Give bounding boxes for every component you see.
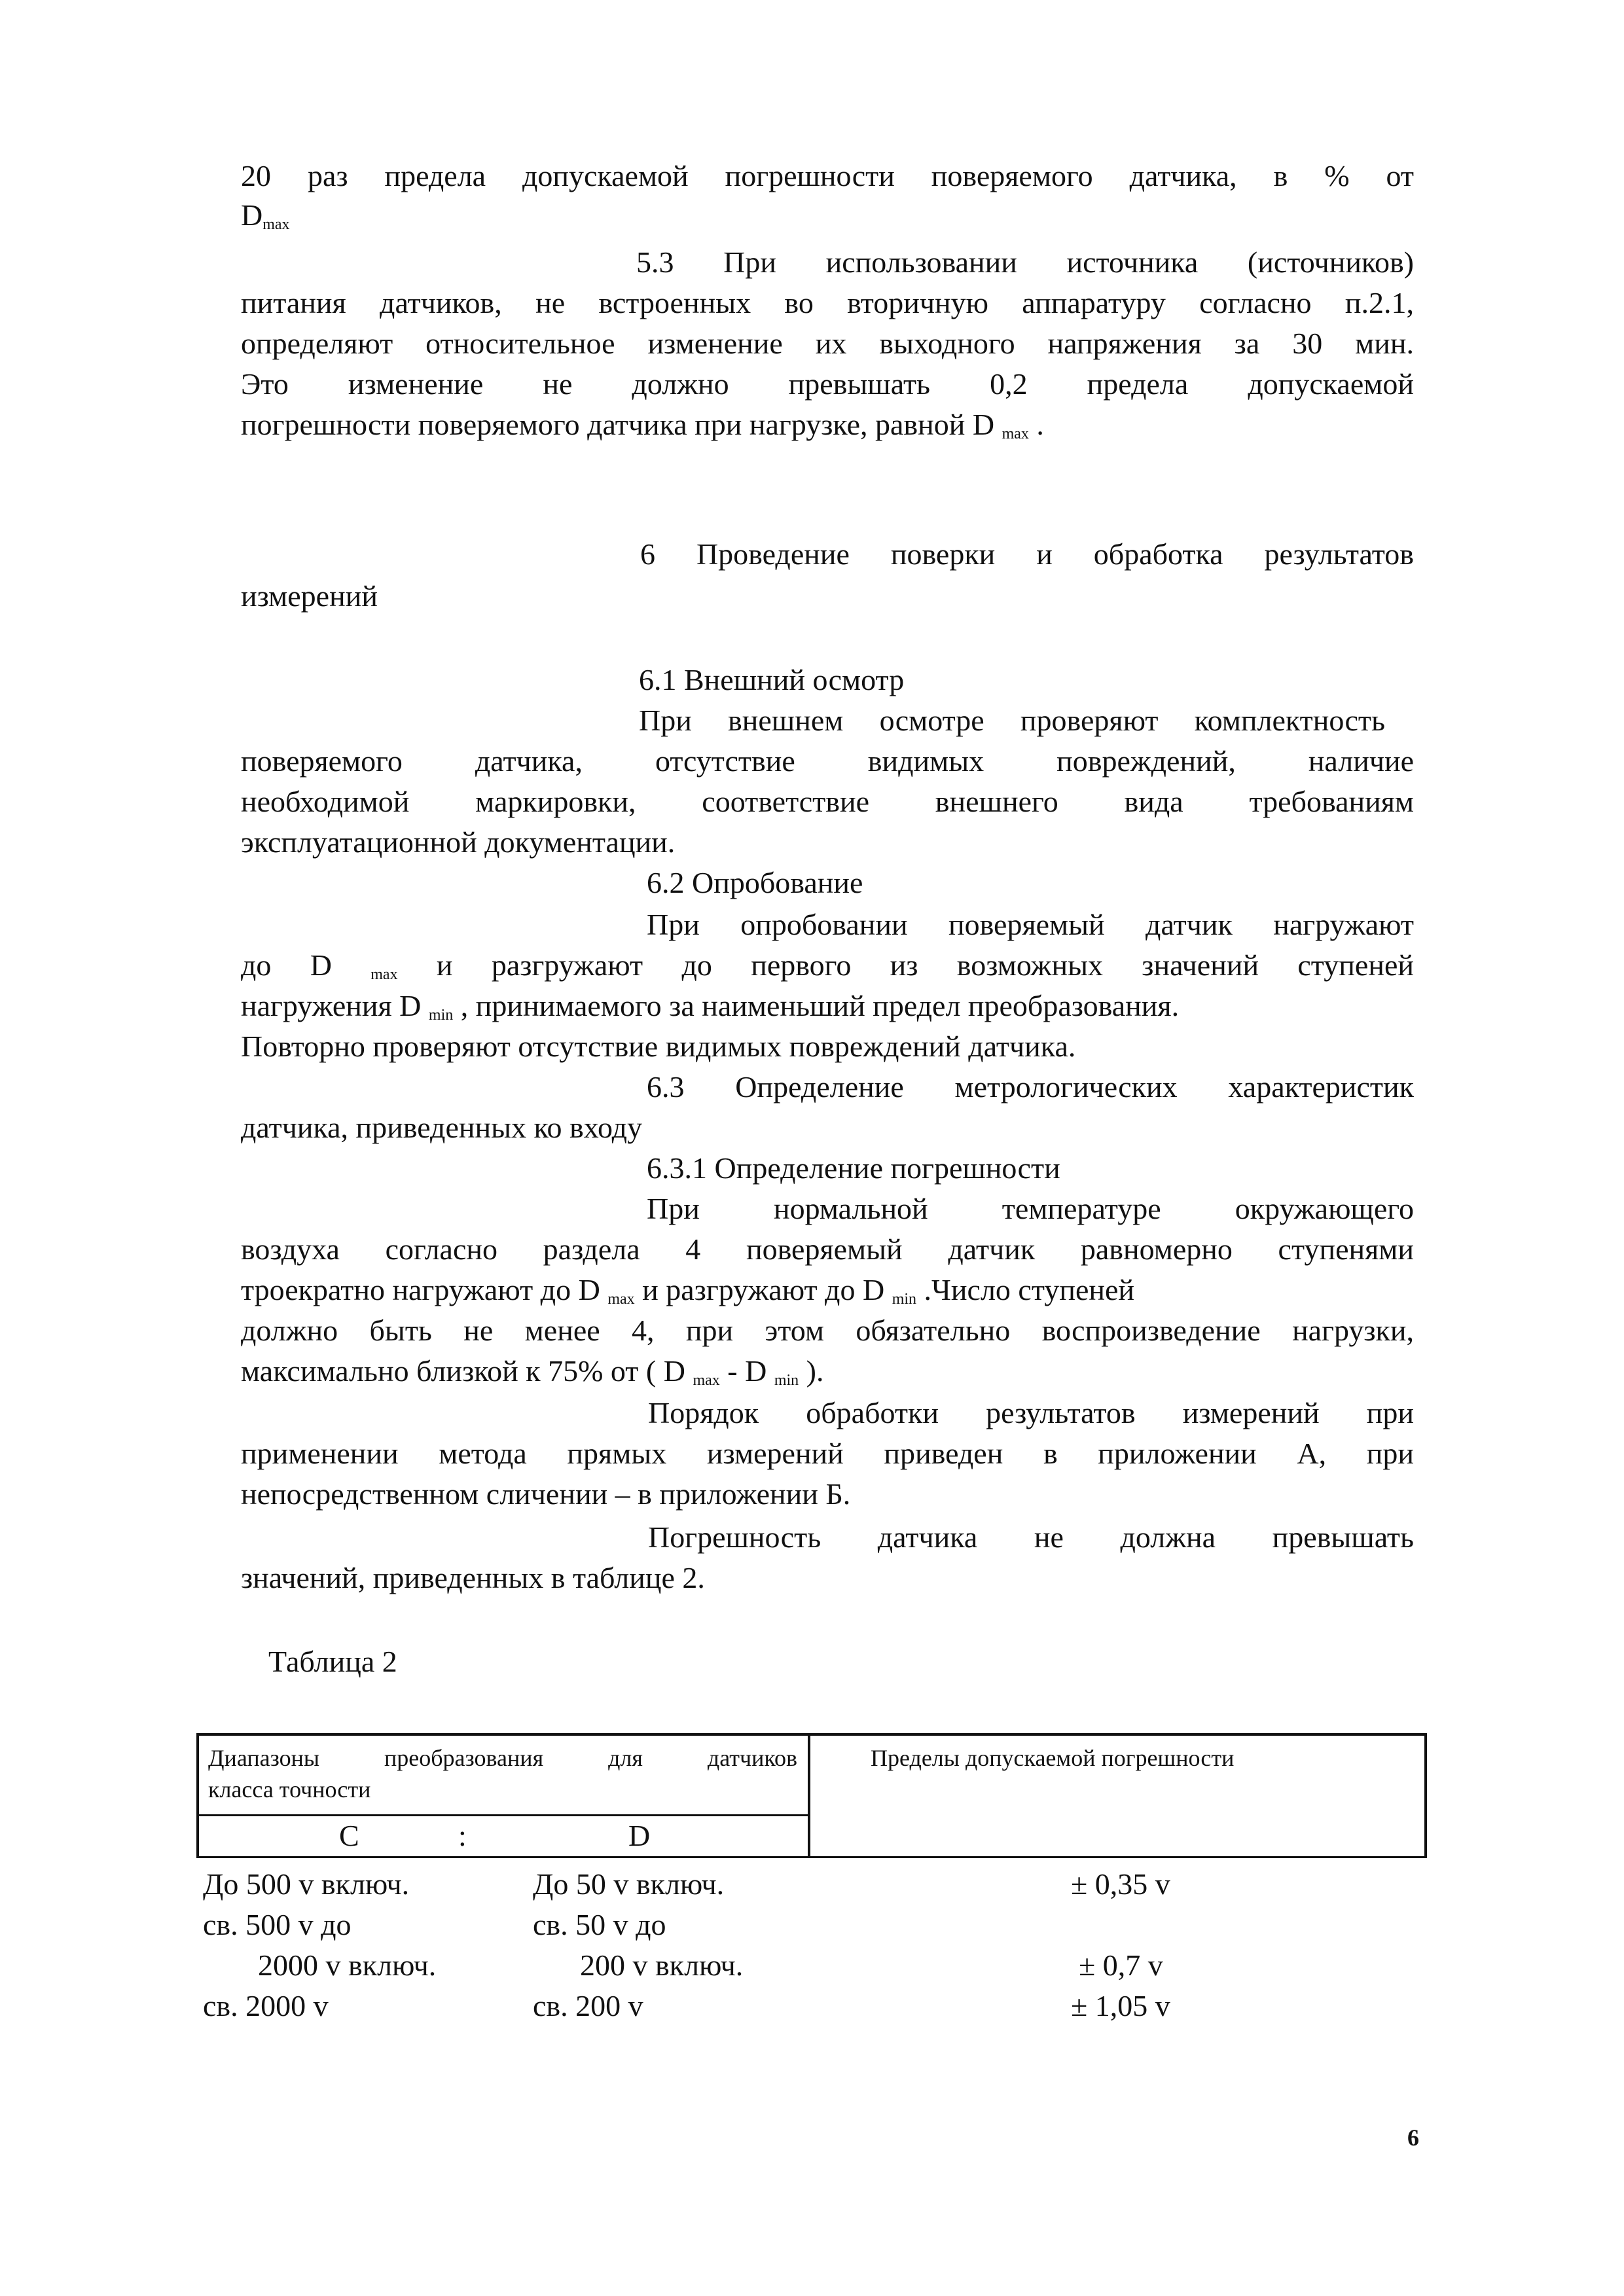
text-line: $D_{max}$	[241, 198, 290, 233]
text-line: 20 раз предела допускаемой погрешности поверяемого датчика, в % от	[241, 159, 1414, 192]
table-header-class: класса точности	[208, 1776, 371, 1803]
table-cell-d: 200 v включ.	[580, 1948, 744, 1982]
text-line: применении метода прямых измерений приведен в приложении А, при	[241, 1437, 1414, 1470]
table-class-separator: :	[458, 1819, 467, 1852]
text-line: должно быть не менее 4, при этом обязательно воспроизведение нагрузки,	[241, 1314, 1414, 1347]
text-line: значений, приведенных в таблице 2.	[241, 1561, 705, 1594]
table-subheader-divider	[196, 1814, 808, 1816]
section-heading: 6 Проведение поверки и обработка результатов	[640, 537, 1414, 571]
text-line: Повторно проверяют отсутствие видимых повреждений датчика.	[241, 1030, 1076, 1063]
text-line: При нормальной температуре окружающего	[647, 1192, 1414, 1225]
table-cell-d: св. 50 v до	[533, 1908, 666, 1941]
table-cell-error: ± 1,05 v	[1071, 1989, 1170, 2022]
text-line: до D $_{max}$ и разгружают до первого из возможных значений ступеней	[241, 948, 1414, 983]
page-number: 6	[1407, 2125, 1419, 2151]
text-line: определяют относительное изменение их выходного напряжения за 30 мин.	[241, 327, 1414, 360]
table-column-divider	[808, 1733, 810, 1857]
table-cell-error: ± 0,35 v	[1071, 1867, 1170, 1901]
subsection-heading: 6.3 Определение метрологических характеристик	[647, 1070, 1414, 1103]
table-cell-c: 2000 v включ.	[258, 1948, 437, 1982]
text-line: Это изменение не должно превышать 0,2 предела допускаемой	[241, 367, 1414, 401]
text-line: При опробовании поверяемый датчик нагружают	[647, 908, 1414, 941]
text-line: питания датчиков, не встроенных во вторичную аппаратуру согласно п.2.1,	[241, 286, 1414, 319]
subsection-heading: 6.1 Внешний осмотр	[639, 663, 905, 696]
table-cell-c: св. 2000 v	[203, 1989, 329, 2022]
table-cell-error: ± 0,7 v	[1079, 1948, 1163, 1982]
text-line: нагружения D $_{min}$ , принимаемого за наименьший предел преобразования.	[241, 989, 1180, 1024]
text-line: 5.3 При использовании источника (источников)	[636, 245, 1414, 279]
text-line: При внешнем осмотре проверяют комплектность	[639, 704, 1385, 737]
subsection-heading: 6.2 Опробование	[647, 866, 863, 899]
text-line: воздуха согласно раздела 4 поверяемый датчик равномерно ступенями	[241, 1232, 1414, 1266]
table-header-error-limits: Пределы допускаемой погрешности	[871, 1745, 1235, 1771]
table-top-border	[196, 1733, 1427, 1736]
text-line: погрешности поверяемого датчика при нагрузке, равной D $_{max}$ .	[241, 408, 1044, 442]
text-line: Погрешность датчика не должна превышать	[648, 1520, 1414, 1554]
text-line: необходимой маркировки, соответствие внешнего вида требованиям	[241, 785, 1414, 818]
table-title: Таблица 2	[268, 1645, 397, 1678]
text-line: максимально близкой к 75% от ( D $_{max}$ - D $_{min}$ ).	[241, 1354, 824, 1389]
table-header-ranges: Диапазоны преобразования для датчиков	[208, 1745, 797, 1771]
text-line: поверяемого датчика, отсутствие видимых повреждений, наличие	[241, 744, 1414, 778]
table-header-bottom	[196, 1856, 1427, 1858]
subsection-heading: 6.3.1 Определение погрешности	[647, 1151, 1060, 1185]
text-line: непосредственном сличении – в приложении Б.	[241, 1477, 851, 1511]
table-cell-c: До 500 v включ.	[203, 1867, 410, 1901]
text-line: датчика, приведенных ко входу	[241, 1111, 643, 1144]
text-line: троекратно нагружают до D $_{max}$ и разгружают до D $_{min}$ .Число ступеней	[241, 1273, 1135, 1308]
text-line: Порядок обработки результатов измерений при	[648, 1396, 1414, 1429]
table-left-border	[196, 1733, 199, 1857]
table-cell-d: св. 200 v	[533, 1989, 643, 2022]
table-class-c: С	[339, 1819, 359, 1852]
table-cell-d: До 50 v включ.	[533, 1867, 725, 1901]
table-right-border	[1424, 1733, 1427, 1857]
table-class-d: D	[628, 1819, 651, 1852]
table-cell-c: св. 500 v до	[203, 1908, 352, 1941]
section-heading: измерений	[241, 579, 378, 613]
text-line: эксплуатационной документации.	[241, 825, 676, 859]
